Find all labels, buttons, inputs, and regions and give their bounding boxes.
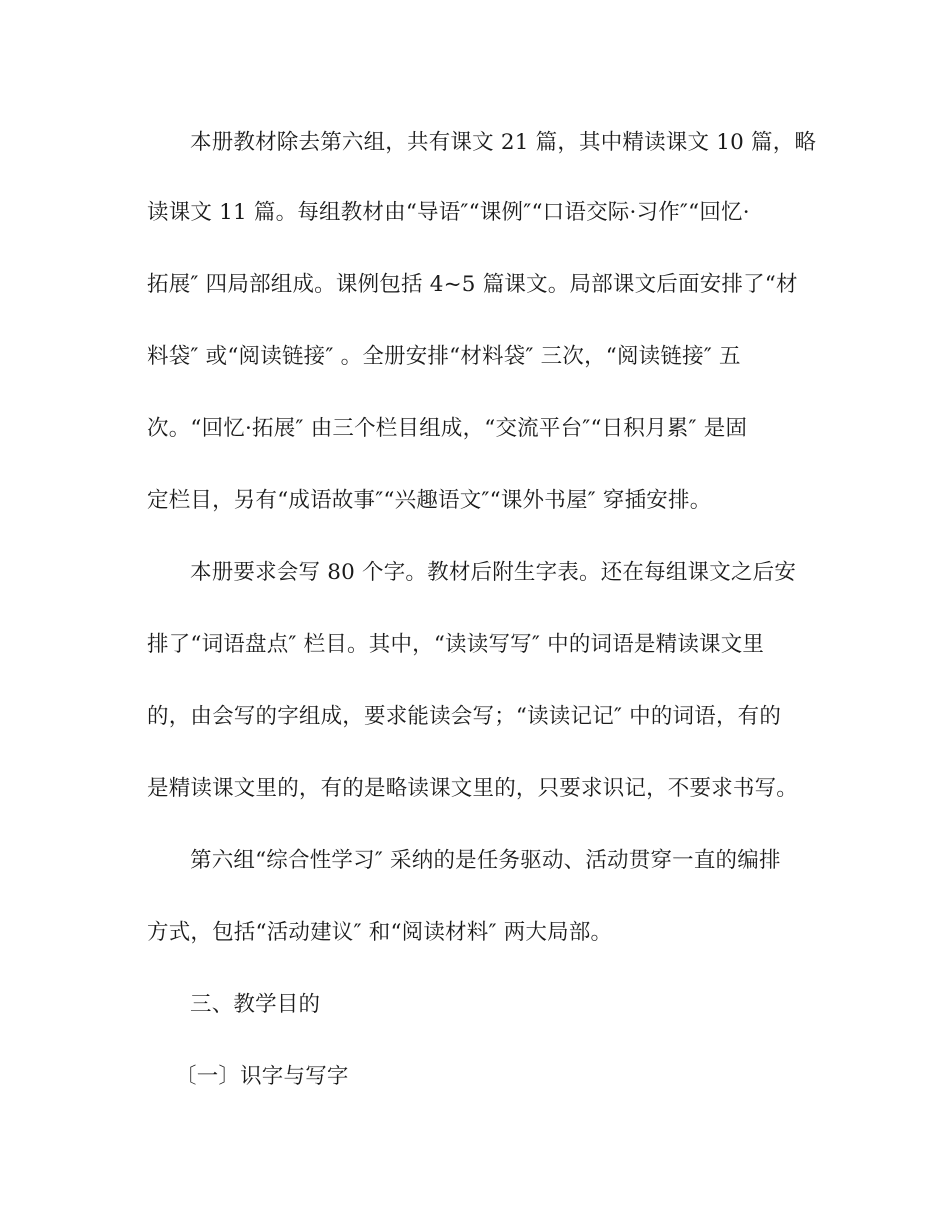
paragraph-2-line-2: 排了“词语盘点″ 栏目。其中，“读读写写″ 中的词语是精读课文里	[147, 632, 765, 657]
section-heading: 三、教学目的	[190, 992, 321, 1017]
paragraph-2-line-4: 是精读课文里的，有的是略读课文里的，只要求识记，不要求书写。	[147, 776, 799, 801]
paragraph-2-line-1: 本册要求会写 80 个字。教材后附生字表。还在每组课文之后安	[190, 560, 797, 585]
paragraph-1-line-5: 次。“回忆·拓展″ 由三个栏目组成，“交流平台″“日积月累″ 是固	[147, 416, 748, 441]
paragraph-3-line-1: 第六组“综合性学习″ 采纳的是任务驱动、活动贯穿一直的编排	[190, 848, 781, 873]
paragraph-1-line-3: 拓展″ 四局部组成。课例包括 4~5 篇课文。局部课文后面安排了“材	[147, 272, 798, 297]
paragraph-2-line-3: 的，由会写的字组成，要求能读会写；“读读记记″ 中的词语，有的	[147, 704, 782, 729]
paragraph-1-line-1: 本册教材除去第六组，共有课文 21 篇，其中精读课文 10 篇，略	[190, 130, 817, 155]
paragraph-1-line-4: 料袋″ 或“阅读链接″ 。全册安排“材料袋″ 三次，“阅读链接″ 五	[147, 344, 741, 369]
paragraph-1-line-2: 读课文 11 篇。每组教材由“导语″“课例″“口语交际·习作″“回忆·	[147, 200, 750, 225]
subsection-heading: 〔一〕识字与写字	[175, 1064, 349, 1089]
paragraph-3-line-2: 方式，包括“活动建议″ 和“阅读材料″ 两大局部。	[147, 920, 613, 945]
paragraph-1-line-6: 定栏目，另有“成语故事″“兴趣语文″“课外书屋″ 穿插安排。	[147, 488, 712, 513]
